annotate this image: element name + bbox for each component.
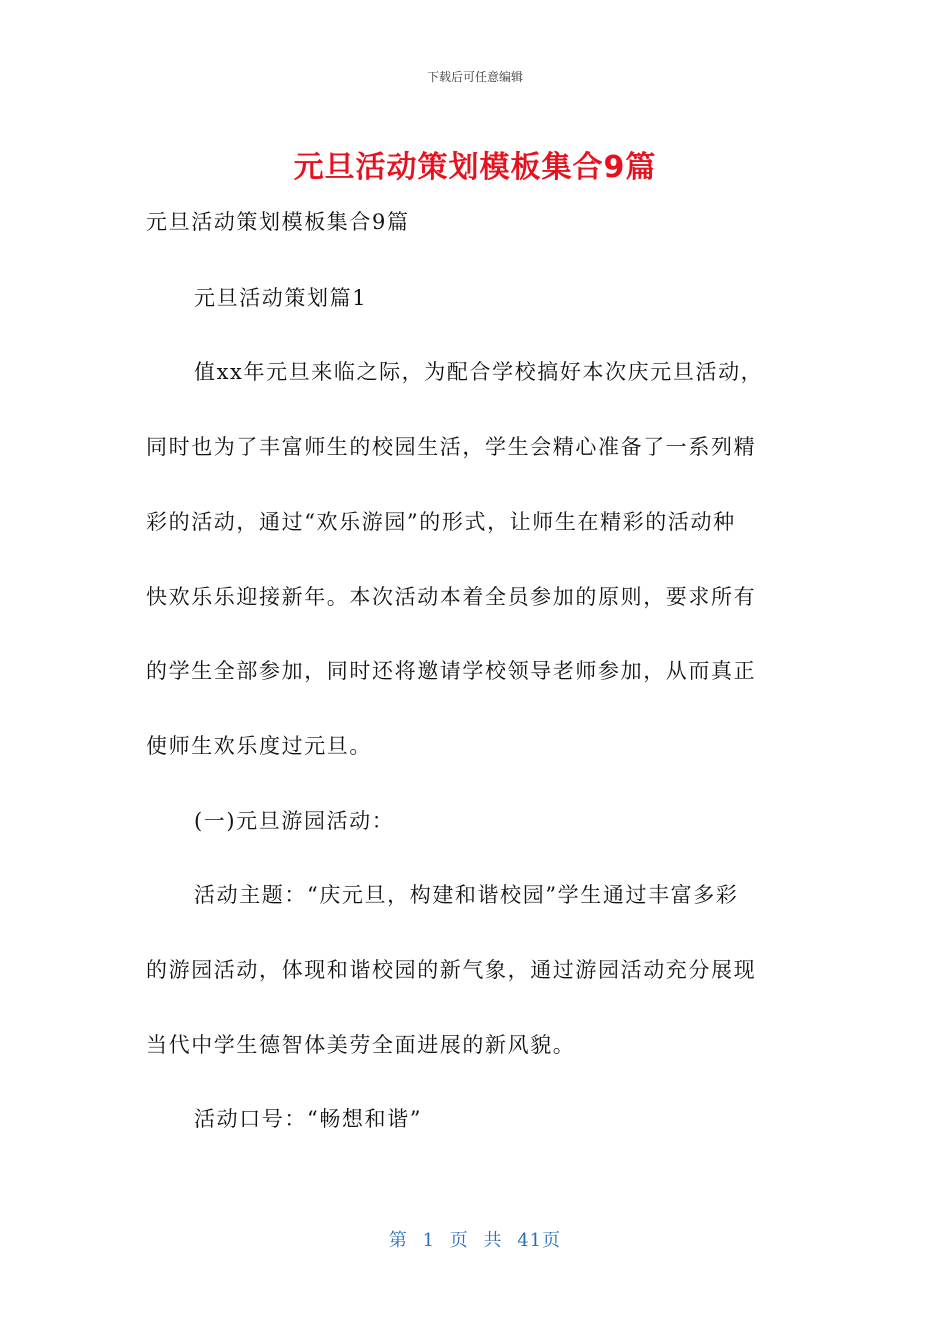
page-footer bbox=[0, 1226, 950, 1252]
paragraph-line: 的学生全部参加，同时还将邀请学校领导老师参加，从而真正 bbox=[146, 659, 757, 683]
paragraph-line: 同时也为了丰富师生的校园生活，学生会精心准备了一系列精 bbox=[146, 435, 757, 459]
footer-gong: 共 bbox=[483, 1230, 503, 1251]
paragraph-line: 当代中学生德智体美劳全面进展的新风貌。 bbox=[146, 1033, 576, 1057]
footer-current-page: 1 bbox=[422, 1230, 436, 1251]
footer-ye: 页 bbox=[449, 1230, 469, 1251]
paragraph-line: 彩的活动，通过“欢乐游园”的形式，让师生在精彩的活动种 bbox=[146, 510, 736, 534]
document-title: 元旦活动策划模板集合9篇 bbox=[293, 150, 657, 185]
footer-di: 第 bbox=[388, 1230, 408, 1251]
subsection-heading: (一)元旦游园活动： bbox=[194, 809, 395, 833]
paragraph-line: 值xx年元旦来临之际，为配合学校搞好本次庆元旦活动， bbox=[194, 360, 764, 384]
paragraph-line: 快欢乐乐迎接新年。本次活动本着全员参加的原则，要求所有 bbox=[146, 585, 757, 609]
subtitle-line: 元旦活动策划模板集合9篇 bbox=[146, 210, 410, 234]
paragraph-line: 活动主题：“庆元旦，构建和谐校园”学生通过丰富多彩 bbox=[194, 883, 739, 907]
paragraph-line: 使师生欢乐度过元旦。 bbox=[146, 734, 372, 758]
header-note: 下载后可任意编辑 bbox=[426, 70, 523, 84]
paragraph-line: 活动口号：“畅想和谐” bbox=[194, 1107, 423, 1131]
paragraph-line: 的游园活动，体现和谐校园的新气象，通过游园活动充分展现 bbox=[146, 958, 757, 982]
footer-total-pages: 41页 bbox=[517, 1230, 562, 1251]
section-heading: 元旦活动策划篇1 bbox=[194, 286, 368, 310]
